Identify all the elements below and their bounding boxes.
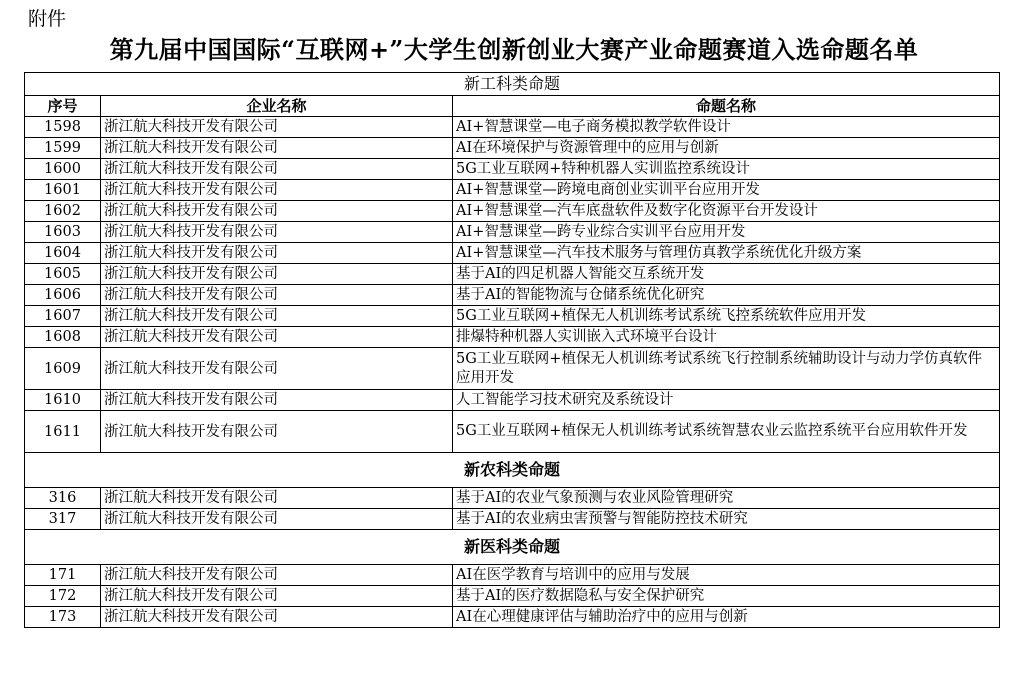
- row-company: 浙江航大科技开发有限公司: [101, 411, 453, 453]
- index-header: 序号: [25, 96, 101, 117]
- row-company: 浙江航大科技开发有限公司: [101, 607, 453, 628]
- table-row: [25, 306, 1000, 327]
- company-header: 企业名称: [101, 96, 453, 117]
- table-row: [25, 180, 1000, 201]
- row-index: 173: [25, 607, 101, 628]
- row-index: 1601: [25, 180, 101, 201]
- row-topic: 5G工业互联网+特种机器人实训监控系统设计: [453, 159, 1000, 180]
- section-row: [25, 73, 1000, 96]
- row-company: 浙江航大科技开发有限公司: [101, 138, 453, 159]
- row-company: 浙江航大科技开发有限公司: [101, 243, 453, 264]
- row-index: 1598: [25, 117, 101, 138]
- document-title: 第九届中国国际“互联网+”大学生创新创业大赛产业命题赛道入选命题名单: [109, 35, 919, 64]
- attachment-label: 附件: [28, 8, 67, 30]
- row-topic: 5G工业互联网+植保无人机训练考试系统飞行控制系统辅助设计与动力学仿真软件应用开发: [453, 348, 1000, 390]
- table-row: [25, 138, 1000, 159]
- row-index: 171: [25, 565, 101, 586]
- row-topic: 人工智能学习技术研究及系统设计: [453, 390, 1000, 411]
- section-row: [25, 530, 1000, 565]
- row-topic: AI+智慧课堂—跨境电商创业实训平台应用开发: [453, 180, 1000, 201]
- topic-table: [24, 72, 1000, 628]
- table-row: [25, 488, 1000, 509]
- row-company: 浙江航大科技开发有限公司: [101, 117, 453, 138]
- row-topic: AI+智慧课堂—电子商务模拟教学软件设计: [453, 117, 1000, 138]
- row-index: 1605: [25, 264, 101, 285]
- row-topic: 基于AI的四足机器人智能交互系统开发: [453, 264, 1000, 285]
- table-row: [25, 411, 1000, 453]
- row-topic: 排爆特种机器人实训嵌入式环境平台设计: [453, 327, 1000, 348]
- row-topic: AI+智慧课堂—汽车底盘软件及数字化资源平台开发设计: [453, 201, 1000, 222]
- table-row: [25, 285, 1000, 306]
- row-company: 浙江航大科技开发有限公司: [101, 159, 453, 180]
- row-company: 浙江航大科技开发有限公司: [101, 180, 453, 201]
- table-row: [25, 607, 1000, 628]
- table-row: [25, 586, 1000, 607]
- row-topic: AI在心理健康评估与辅助治疗中的应用与创新: [453, 607, 1000, 628]
- row-company: 浙江航大科技开发有限公司: [101, 285, 453, 306]
- row-topic: AI+智慧课堂—跨专业综合实训平台应用开发: [453, 222, 1000, 243]
- row-index: 1610: [25, 390, 101, 411]
- row-topic: AI在医学教育与培训中的应用与发展: [453, 565, 1000, 586]
- row-company: 浙江航大科技开发有限公司: [101, 327, 453, 348]
- section-row: [25, 453, 1000, 488]
- row-company: 浙江航大科技开发有限公司: [101, 201, 453, 222]
- table-row: [25, 264, 1000, 285]
- row-company: 浙江航大科技开发有限公司: [101, 586, 453, 607]
- table-row: [25, 565, 1000, 586]
- table-row: [25, 159, 1000, 180]
- row-topic: 5G工业互联网+植保无人机训练考试系统飞控系统软件应用开发: [453, 306, 1000, 327]
- row-company: 浙江航大科技开发有限公司: [101, 348, 453, 390]
- row-topic: 基于AI的医疗数据隐私与安全保护研究: [453, 586, 1000, 607]
- row-index: 1599: [25, 138, 101, 159]
- row-index: 1607: [25, 306, 101, 327]
- row-topic: 基于AI的农业病虫害预警与智能防控技术研究: [453, 509, 1000, 530]
- row-index: 1603: [25, 222, 101, 243]
- table-row: [25, 117, 1000, 138]
- section-title: 新工科类命题: [25, 73, 1000, 96]
- table-row: [25, 390, 1000, 411]
- row-company: 浙江航大科技开发有限公司: [101, 306, 453, 327]
- section-title: 新农科类命题: [25, 453, 1000, 488]
- row-index: 1602: [25, 201, 101, 222]
- table-row: [25, 201, 1000, 222]
- row-topic: AI在环境保护与资源管理中的应用与创新: [453, 138, 1000, 159]
- table-header-row: [25, 96, 1000, 117]
- row-company: 浙江航大科技开发有限公司: [101, 390, 453, 411]
- row-topic: 5G工业互联网+植保无人机训练考试系统智慧农业云监控系统平台应用软件开发: [453, 411, 1000, 453]
- row-index: 1608: [25, 327, 101, 348]
- table-row: [25, 348, 1000, 390]
- table-row: [25, 509, 1000, 530]
- table-row: [25, 327, 1000, 348]
- row-company: 浙江航大科技开发有限公司: [101, 488, 453, 509]
- row-index: 1606: [25, 285, 101, 306]
- row-company: 浙江航大科技开发有限公司: [101, 264, 453, 285]
- row-company: 浙江航大科技开发有限公司: [101, 222, 453, 243]
- row-index: 316: [25, 488, 101, 509]
- topic-header: 命题名称: [453, 96, 1000, 117]
- row-index: 1609: [25, 348, 101, 390]
- row-topic: 基于AI的农业气象预测与农业风险管理研究: [453, 488, 1000, 509]
- row-index: 317: [25, 509, 101, 530]
- row-index: 172: [25, 586, 101, 607]
- row-topic: 基于AI的智能物流与仓储系统优化研究: [453, 285, 1000, 306]
- table-row: [25, 222, 1000, 243]
- row-company: 浙江航大科技开发有限公司: [101, 565, 453, 586]
- row-index: 1604: [25, 243, 101, 264]
- table-row: [25, 243, 1000, 264]
- row-index: 1600: [25, 159, 101, 180]
- row-topic: AI+智慧课堂—汽车技术服务与管理仿真教学系统优化升级方案: [453, 243, 1000, 264]
- section-title: 新医科类命题: [25, 530, 1000, 565]
- row-index: 1611: [25, 411, 101, 453]
- row-company: 浙江航大科技开发有限公司: [101, 509, 453, 530]
